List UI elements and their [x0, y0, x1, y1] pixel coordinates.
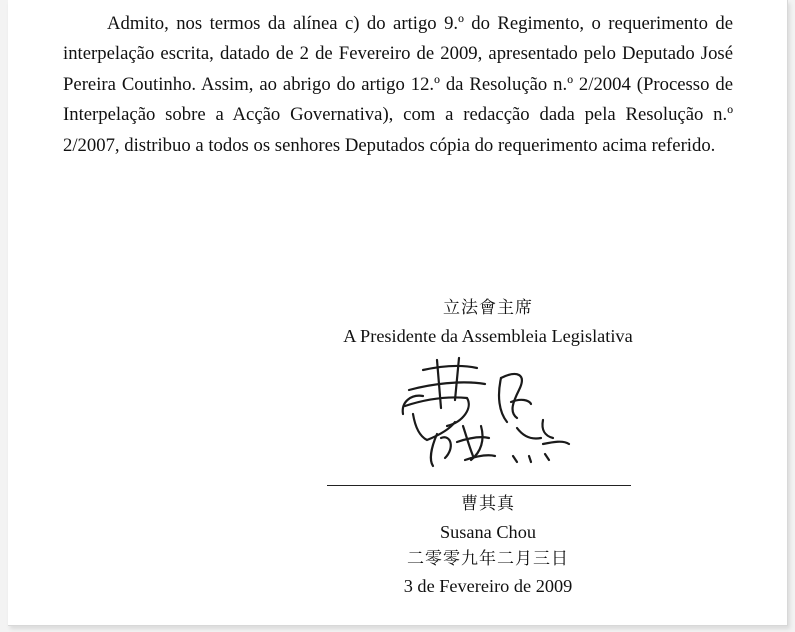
- president-title-chinese: 立法會主席: [443, 298, 533, 318]
- handwritten-signature: [393, 356, 583, 468]
- president-title-portuguese: A Presidente da Assembleia Legislativa: [343, 326, 633, 346]
- president-name-chinese: 曹其真: [461, 494, 515, 514]
- president-name-latin: Susana Chou: [440, 522, 536, 542]
- date-portuguese: 3 de Fevereiro de 2009: [403, 576, 573, 596]
- body-paragraph: Admito, nos termos da alínea c) do artigo 9.º do Regimento, o requerimento de interpelação escrita, datado de 2 de Fevereiro de 2009, apresentado pelo Deputado José Pereira Coutinho. Assim, ao abrigo do artigo 12.º da Resolução n.º 2/2004 (Processo de Interpelação sobre a Acção Governativa), com a redacção dada pela Resolução n.º 2/2007, distribuo a todos os senhores Deputados cópia do requerimento acima referido.: [63, 13, 733, 156]
- document-page: [8, 0, 788, 626]
- date-chinese: 二零零九年二月三日: [407, 549, 569, 569]
- signature-line: [327, 485, 631, 486]
